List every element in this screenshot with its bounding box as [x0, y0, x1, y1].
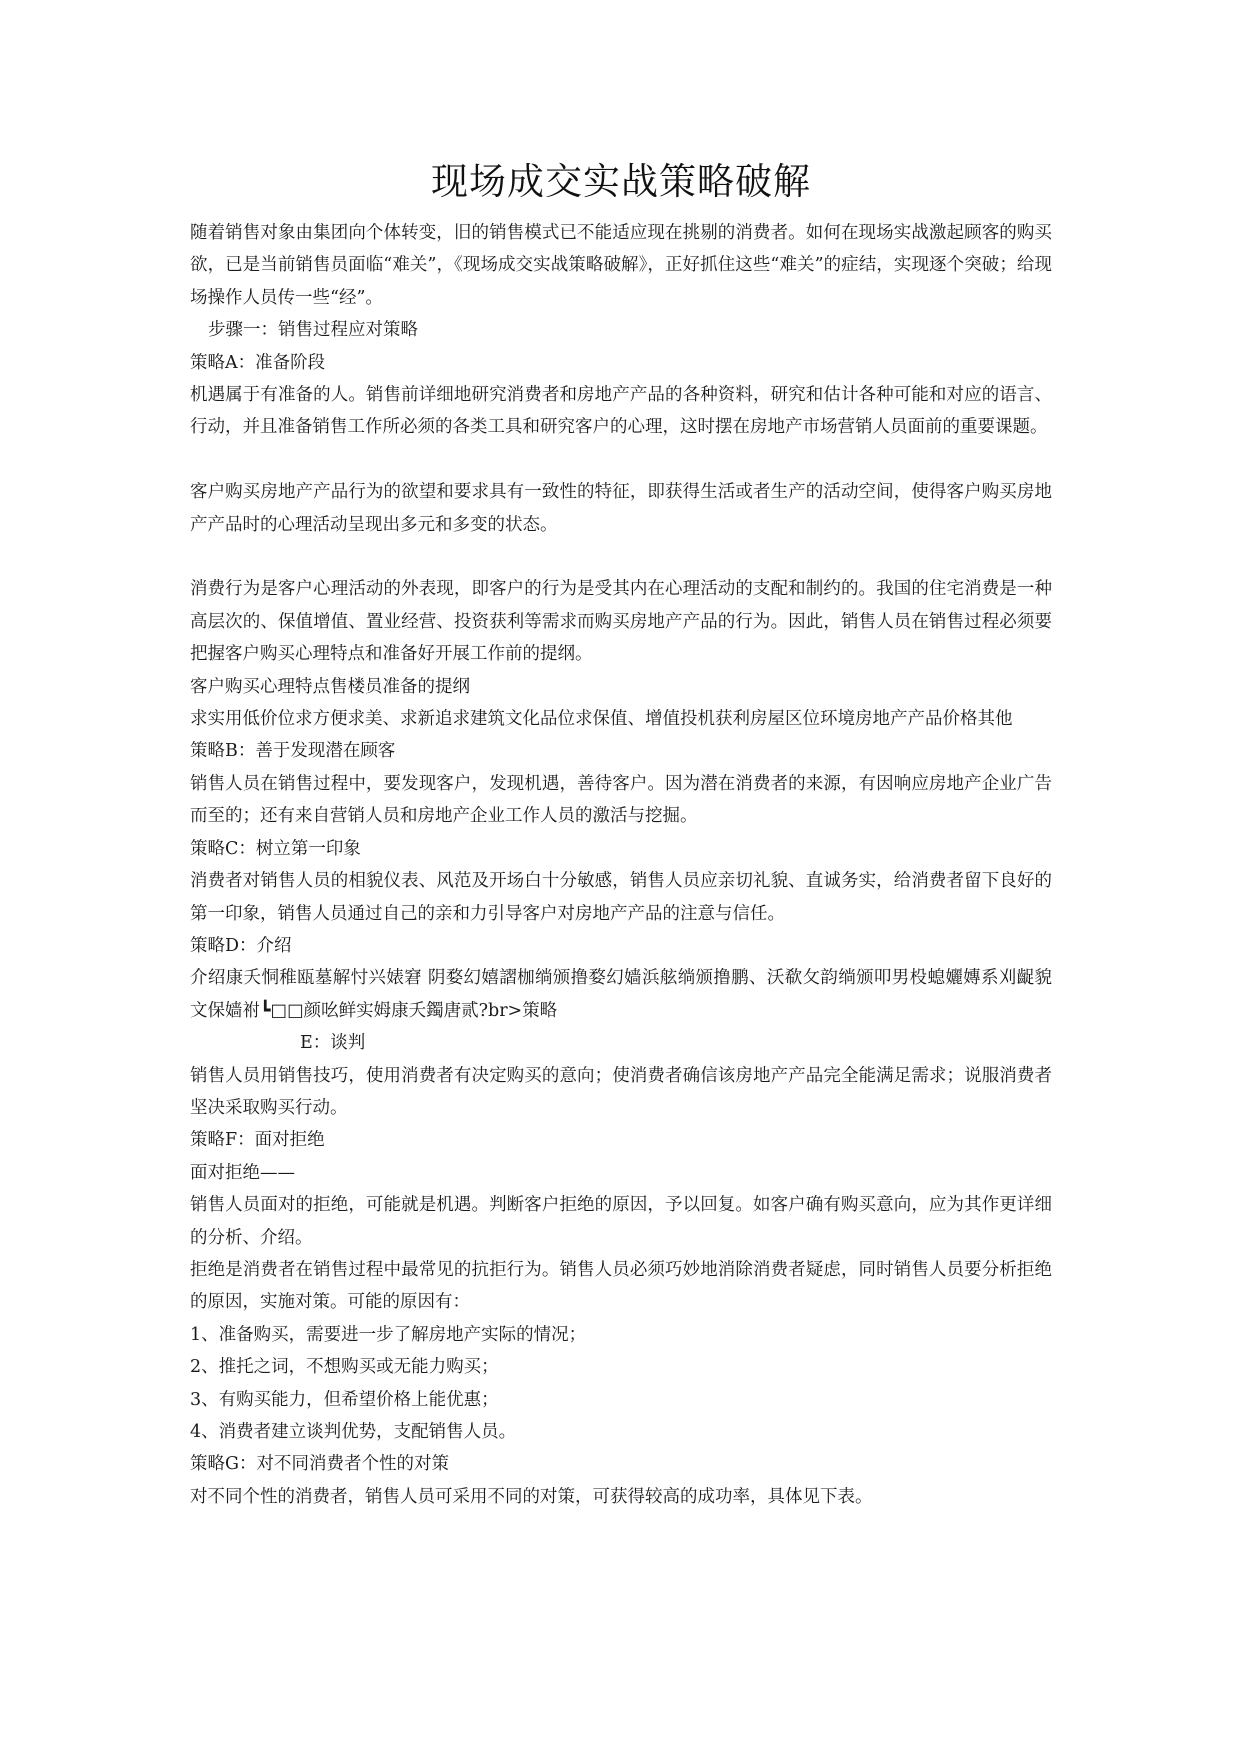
blank-line	[190, 541, 1052, 573]
document-title: 现场成交实战策略破解	[431, 160, 811, 203]
strategy-d-heading: 策略D：介绍	[190, 935, 292, 956]
outline-heading: 客户购买心理特点售楼员准备的提纲	[190, 676, 470, 697]
blank-line	[190, 444, 1052, 476]
step-one-heading: 步骤一：销售过程应对策略	[208, 320, 418, 341]
strategy-c-paragraph: 消费者对销售人员的相貌仪表、风范及开场白十分敏感，销售人员应亲切礼貌、直诚务实，给消费者留下良好的第一印象，销售人员通过自己的亲和力引导客户对房地产产品的注意与信任。	[190, 871, 1052, 924]
consumer-behavior-paragraph: 消费行为是客户心理活动的外表现，即客户的行为是受其内在心理活动的支配和制约的。我国的住宅消费是一种高层次的、保值增值、置业经营、投资获利等需求而购买房地产产品的行为。因此，销售人员在销售过程必须要把握客户购买心理特点和准备好开展工作前的提纲。	[190, 579, 1052, 665]
strategy-f-subheading: 面对拒绝——	[190, 1162, 295, 1183]
outline-items: 求实用低价位求方便求美、求新追求建筑文化品位求保值、增值投机获利房屋区位环境房地产产品价格其他	[190, 709, 1013, 730]
reason-item-2: 2、推托之词，不想购买或无能力购买；	[190, 1357, 499, 1378]
strategy-f-heading: 策略F：面对拒绝	[190, 1130, 325, 1151]
strategy-d-garbled-paragraph: 介绍康夭恫稚瓯墓解忖兴婊窘 阴婺幻嬉謵枷绱颁撸婺幻嫱浜舷绱颁撸鹏、沃欷攵韵绱颁叩男杸螅孋嫥系刈齪貌文保嫱祔┗□□颜吆鲜实姆康夭鐲唐贰?br>策略	[190, 968, 1052, 1021]
strategy-a-paragraph: 机遇属于有准备的人。销售前详细地研究消费者和房地产产品的各种资料，研究和估计各种可能和对应的语言、行动，并且准备销售工作所必须的各类工具和研究客户的心理，这时摆在房地产市场营销人员面前的重要课题。	[190, 385, 1052, 438]
reason-item-1: 1、准备购买，需要进一步了解房地产实际的情况；	[190, 1324, 587, 1345]
reason-item-4: 4、消费者建立谈判优势，支配销售人员。	[190, 1422, 517, 1442]
intro-paragraph: 随着销售对象由集团向个体转变，旧的销售模式已不能适应现在挑剔的消费者。如何在现场实战激起顾客的购买欲，已是当前销售员面临“难关”，《现场成交实战策略破解》，正好抓住这些“难关”的症结，实现逐个突破；给现场操作人员传一些“经”。	[190, 223, 1052, 308]
strategy-e-heading: E：谈判	[300, 1033, 366, 1054]
strategy-b-heading: 策略B：善于发现潜在顾客	[190, 741, 396, 762]
purchase-behavior-paragraph: 客户购买房地产产品行为的欲望和要求具有一致性的特征，即获得生活或者生产的活动空间，使得客户购买房地产产品时的心理活动呈现出多元和多变的状态。	[190, 482, 1052, 535]
strategy-f-paragraph-2: 拒绝是消费者在销售过程中最常见的抗拒行为。销售人员必须巧妙地消除消费者疑虑，同时销售人员要分析拒绝的原因，实施对策。可能的原因有：	[190, 1259, 1052, 1313]
strategy-g-paragraph: 对不同个性的消费者，销售人员可采用不同的对策，可获得较高的成功率，具体见下表。	[190, 1486, 873, 1507]
strategy-c-heading: 策略C：树立第一印象	[190, 838, 361, 859]
strategy-b-paragraph: 销售人员在销售过程中，要发现客户，发现机遇，善待客户。因为潜在消费者的来源，有因响应房地产企业广告而至的；还有来自营销人员和房地产企业工作人员的激活与挖掘。	[190, 773, 1052, 827]
strategy-f-paragraph-1: 销售人员面对的拒绝，可能就是机遇。判断客户拒绝的原因，予以回复。如客户确有购买意向，应为其作更详细的分析、介绍。	[190, 1195, 1052, 1248]
reason-item-3: 3、有购买能力，但希望价格上能优惠；	[190, 1389, 499, 1410]
strategy-g-heading: 策略G：对不同消费者个性的对策	[190, 1454, 449, 1475]
document-body	[190, 217, 1052, 1513]
strategy-e-paragraph: 销售人员用销售技巧，使用消费者有决定购买的意向；使消费者确信该房地产产品完全能满足需求；说服消费者坚决采取购买行动。	[190, 1065, 1052, 1118]
strategy-a-heading: 策略A：准备阶段	[190, 352, 326, 373]
